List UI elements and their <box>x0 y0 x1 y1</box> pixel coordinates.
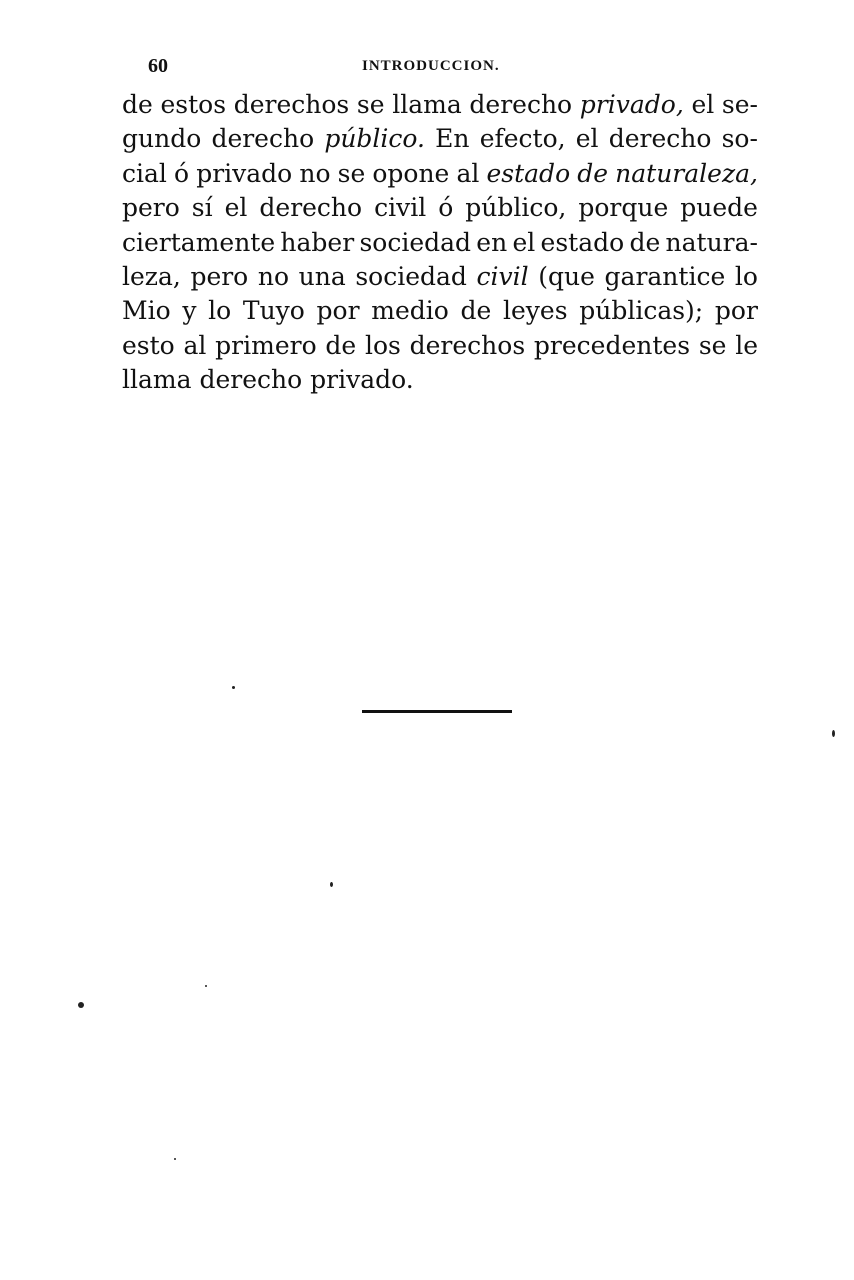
word: estos <box>160 90 227 119</box>
word: se- <box>721 90 758 119</box>
text-line-4 <box>122 191 758 225</box>
word: el <box>224 193 248 223</box>
word: se <box>698 330 727 360</box>
word: pero <box>190 261 249 291</box>
word: al <box>183 330 207 360</box>
text-line-7 <box>122 294 758 328</box>
ink-speck <box>205 985 207 987</box>
word: cial <box>122 158 167 188</box>
word: ó <box>174 158 190 188</box>
end-of-section-rule <box>362 710 512 713</box>
word: no <box>257 261 290 291</box>
text-line-5 <box>122 226 758 260</box>
word: de <box>460 296 492 326</box>
word: por <box>316 296 360 326</box>
word: sí <box>191 193 213 223</box>
word: se <box>337 158 366 188</box>
word: se <box>356 90 385 119</box>
word: los <box>364 330 401 360</box>
ink-speck <box>330 882 333 887</box>
ink-speck <box>174 1158 176 1160</box>
word: leza, <box>122 261 181 291</box>
page-number: 60 <box>148 55 168 77</box>
word: derecho <box>259 193 363 223</box>
italic-word: privado, <box>579 90 684 119</box>
word: por <box>714 296 758 326</box>
word: al <box>456 158 480 188</box>
word: haber <box>280 227 355 257</box>
word: no <box>299 158 331 188</box>
ink-speck <box>832 730 835 737</box>
word: precedentes <box>533 330 691 360</box>
word: privado <box>196 158 293 188</box>
word: derechos <box>409 330 526 360</box>
word: gundo <box>122 124 202 154</box>
italic-word: naturaleza, <box>615 158 758 188</box>
word: efecto, <box>479 124 566 154</box>
word: Tuyo <box>242 296 305 326</box>
word: derechos <box>233 90 350 119</box>
word: Mio <box>122 296 171 326</box>
body-text <box>122 88 758 398</box>
word: estado <box>540 227 625 257</box>
word: de <box>629 227 661 257</box>
text-line-1 <box>122 88 758 122</box>
word: civil <box>374 193 427 223</box>
word: ó <box>438 193 454 223</box>
word: lo <box>208 296 232 326</box>
word: de <box>325 330 357 360</box>
text-line-8 <box>122 329 758 363</box>
word: ciertamente <box>122 227 276 257</box>
italic-word: estado <box>486 158 571 188</box>
word: le <box>735 330 758 360</box>
word: lo <box>734 261 758 291</box>
ink-speck <box>78 1002 84 1008</box>
word: puede <box>680 193 758 223</box>
word: el <box>512 227 536 257</box>
text-line-9 <box>122 363 758 397</box>
word: públicas); <box>579 296 704 326</box>
word: en <box>476 227 508 257</box>
word: público, <box>465 193 567 223</box>
word: esto <box>122 330 175 360</box>
word: sociedad <box>355 261 467 291</box>
word: opone <box>372 158 450 188</box>
word: una <box>298 261 346 291</box>
italic-word: civil <box>476 261 529 291</box>
word: natura- <box>665 227 758 257</box>
word: primero <box>215 330 317 360</box>
word: derecho <box>469 90 573 119</box>
word: derecho <box>199 365 303 395</box>
italic-word: público. <box>324 124 425 154</box>
word: so- <box>721 124 758 154</box>
word: derecho <box>211 124 315 154</box>
italic-word: de <box>577 158 609 188</box>
word: el <box>575 124 599 154</box>
word: medio <box>371 296 449 326</box>
word: sociedad <box>359 227 472 257</box>
word: y <box>182 296 197 326</box>
word: garantice <box>604 261 726 291</box>
word: derecho <box>608 124 712 154</box>
word: de <box>122 90 153 119</box>
word: (que <box>538 261 595 291</box>
word: privado. <box>310 365 414 395</box>
word: llama <box>392 90 462 119</box>
word: pero <box>122 193 180 223</box>
text-line-6 <box>122 260 758 294</box>
word: leyes <box>502 296 568 326</box>
word: porque <box>578 193 669 223</box>
word: el <box>691 90 715 119</box>
text-line-3 <box>122 157 758 191</box>
text-line-2 <box>122 122 758 156</box>
word: En <box>435 124 470 154</box>
running-title: INTRODUCCION. <box>362 58 500 74</box>
word: llama <box>122 365 192 395</box>
ink-speck <box>232 686 235 689</box>
